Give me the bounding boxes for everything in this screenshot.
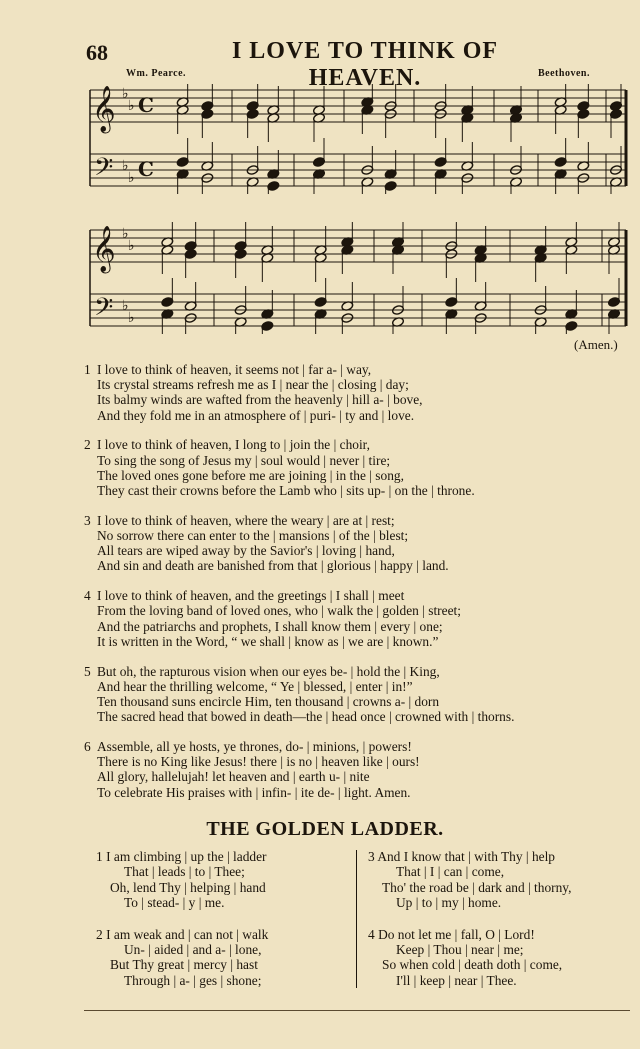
verse — [84, 664, 634, 725]
stanza-line: So when cold | death doth | come, — [382, 957, 563, 973]
verse-number: 4 — [84, 588, 91, 604]
verse-line: And sin and death are banished from that | glorious | happy | land. — [97, 558, 449, 574]
verse-line — [84, 664, 634, 679]
verse — [84, 362, 634, 423]
flat-icon: ♭ — [122, 86, 129, 102]
verse-number: 5 — [84, 663, 91, 679]
verse — [84, 513, 634, 574]
verse-line: To sing the song of Jesus my | soul would | never | tire; — [97, 452, 391, 468]
verse-line: Its balmy winds are wafted from the heavenly | hill a- | bove, — [97, 392, 423, 408]
stanza-line: Un- | aided | and a- | lone, — [124, 942, 262, 958]
flat-icon: ♭ — [128, 238, 135, 254]
stanza-line: That | I | can | come, — [396, 864, 505, 880]
amen-label: (Amen.) — [574, 337, 618, 352]
ladder-title: THE GOLDEN LADDER. — [206, 818, 444, 840]
verse-line: To celebrate His praises with | infin- | ite de- | light. Amen. — [97, 784, 411, 800]
stanza-line: Oh, lend Thy | helping | hand — [110, 879, 266, 895]
music-staves-2 — [82, 222, 630, 334]
verse-line: From the loving band of loved ones, who | walk the | golden | street; — [97, 603, 461, 619]
verse-line — [84, 588, 634, 603]
hymn-title: I LOVE TO THINK OF HEAVEN. — [231, 38, 499, 91]
stanza-line: Tho' the road be | dark and | thorny, — [382, 879, 572, 895]
ladder-stanza — [368, 927, 571, 989]
flat-icon: ♭ — [122, 158, 129, 174]
hymn-verses — [84, 362, 634, 814]
ladder-stanza — [368, 849, 571, 911]
bottom-rule — [84, 1010, 630, 1011]
verse-line: It is written in the Word, “ we shall | know as | we are | known.” — [97, 633, 439, 649]
stanza-number: 3 — [368, 849, 375, 864]
verse-line: The loved ones gone before me are joining | in the | song, — [97, 467, 404, 483]
treble-clef-icon: 𝄞 — [92, 226, 116, 272]
verse-line — [84, 513, 634, 528]
column-divider — [356, 850, 357, 988]
flat-icon: ♭ — [128, 170, 135, 186]
common-time-icon: C — [138, 93, 154, 117]
verse-line: And the patriarchs and prophets, I shall know them | every | one; — [97, 618, 443, 634]
ladder-stanza — [96, 849, 268, 911]
stanza-line: I'll | keep | near | Thee. — [396, 972, 517, 988]
verse-text: I love to think of heaven, where the weary | are at | rest; — [97, 512, 395, 528]
verse-line: They cast their crowns before the Lamb who | sits up- | on the | throne. — [97, 483, 475, 499]
verse — [84, 588, 634, 649]
verse-number: 1 — [84, 362, 91, 377]
flat-icon: ♭ — [122, 226, 129, 242]
verse-line: And hear the thrilling welcome, “ Ye | blessed, | enter | in!” — [97, 678, 413, 694]
verse-number: 6 — [84, 739, 91, 755]
verse-line: And they fold me in an atmosphere of | puri- | ty and | love. — [97, 407, 415, 423]
stanza-number: 4 — [368, 926, 375, 942]
treble-clef-icon: 𝄞 — [92, 86, 116, 132]
verse-text: I love to think of heaven, it seems not | far a- | way, — [97, 362, 372, 377]
stanza-line: Up | to | my | home. — [396, 895, 502, 911]
stanza-line: But Thy great | mercy | hast — [110, 957, 258, 973]
verse-line: All glory, hallelujah! let heaven and | earth u- | nite — [97, 769, 370, 785]
stanza-line — [368, 927, 571, 942]
verse-line — [84, 437, 634, 452]
verse — [84, 437, 634, 498]
page-number: 68 — [86, 40, 108, 65]
stanza-line: To | stead- | y | me. — [124, 895, 225, 911]
stanza-text: And I know that | with Thy | help — [377, 849, 555, 864]
verse-line — [84, 362, 634, 377]
verse — [84, 739, 634, 800]
verse-text: I love to think of heaven, and the greetings | I shall | meet — [97, 588, 405, 604]
verse-number: 3 — [84, 512, 91, 528]
common-time-icon: C — [138, 157, 154, 181]
stanza-line — [96, 927, 268, 942]
music-system-1 — [82, 84, 630, 194]
ladder-left-column — [96, 849, 268, 1004]
verse-line: There is no King like Jesus! there | is no | heaven like | ours! — [97, 754, 420, 770]
verse-line — [84, 739, 634, 754]
bass-staff — [90, 138, 626, 194]
stanza-line: Through | a- | ges | shone; — [124, 972, 262, 988]
stanza-line — [96, 849, 268, 864]
verse-line: All tears are wiped away by the Savior's | loving | hand, — [97, 543, 395, 559]
stanza-text: I am weak and | can not | walk — [106, 926, 269, 942]
verse-line: Its crystal streams refresh me as I | near the | closing | day; — [97, 377, 409, 393]
flat-icon: ♭ — [128, 98, 135, 114]
ladder-right-column — [368, 849, 571, 1004]
music-staves-1 — [82, 84, 630, 194]
music-system-2 — [82, 222, 630, 334]
bass-clef-icon: 𝄢 — [94, 153, 114, 188]
ladder-stanza — [96, 927, 268, 989]
stanza-line: Keep | Thou | near | me; — [396, 942, 524, 958]
flat-icon: ♭ — [122, 298, 129, 314]
bass-clef-icon: 𝄢 — [94, 293, 114, 328]
treble-staff — [90, 222, 626, 282]
verse-text: I love to think of heaven, I long to | join the | choir, — [97, 437, 370, 453]
verse-line: Ten thousand suns encircle Him, ten thousand | crowns a- | dorn — [97, 694, 440, 710]
composer-credit: Beethoven. — [538, 68, 590, 79]
treble-staff — [90, 84, 626, 142]
flat-icon: ♭ — [128, 310, 135, 326]
verse-number: 2 — [84, 437, 91, 453]
bass-staff — [90, 278, 626, 334]
stanza-number: 1 — [96, 849, 103, 864]
verse-text: But oh, the rapturous vision when our eyes be- | hold the | King, — [97, 663, 440, 679]
stanza-number: 2 — [96, 926, 103, 942]
stanza-text: Do not let me | fall, O | Lord! — [378, 926, 535, 942]
stanza-text: I am climbing | up the | ladder — [106, 849, 267, 864]
stanza-line — [368, 849, 571, 864]
verse-line: No sorrow there can enter to the | mansions | of the | blest; — [97, 528, 409, 544]
stanza-line: That | leads | to | Thee; — [124, 864, 245, 880]
lyricist-credit: Wm. Pearce. — [126, 68, 187, 79]
verse-line: The sacred head that bowed in death—the | head once | crowned with | thorns. — [97, 709, 515, 725]
verse-text: Assemble, all ye hosts, ye thrones, do- | minions, | powers! — [97, 739, 412, 755]
